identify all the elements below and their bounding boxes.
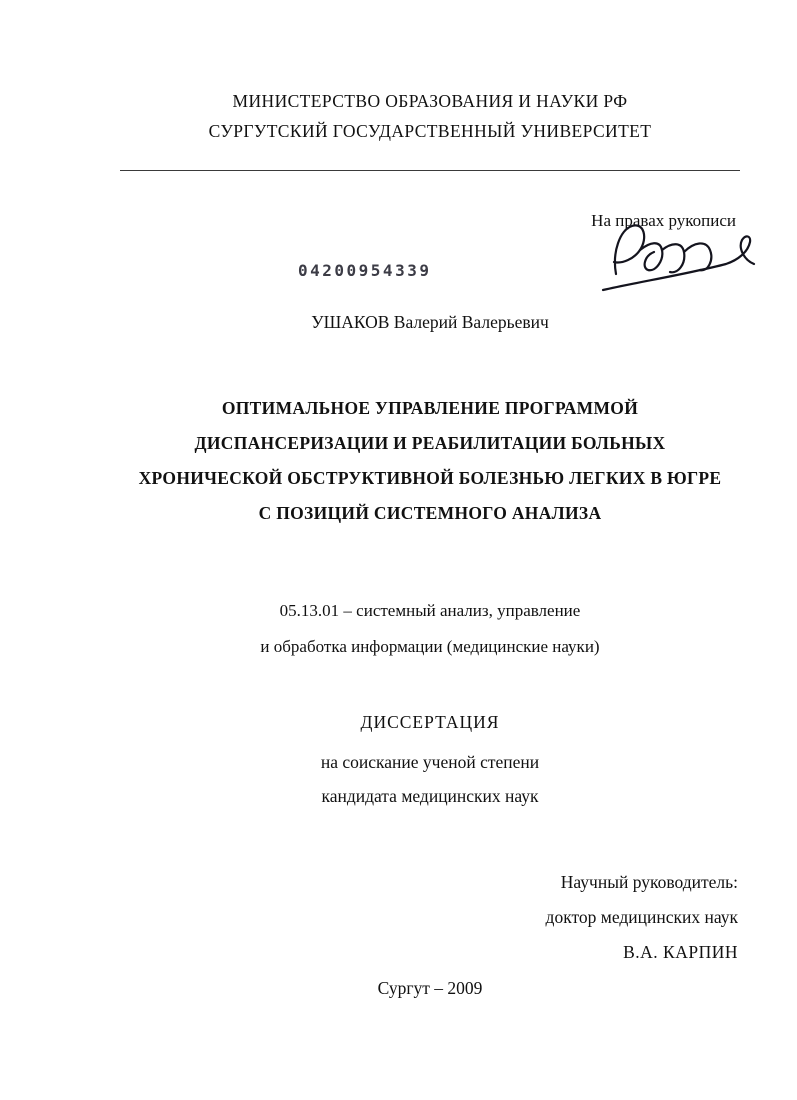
header-divider — [120, 170, 740, 171]
supervisor-name: В.А. КАРПИН — [623, 942, 738, 962]
university-line: СУРГУТСКИЙ ГОСУДАРСТВЕННЫЙ УНИВЕРСИТЕТ — [208, 121, 652, 141]
title-line: С ПОЗИЦИЙ СИСТЕМНОГО АНАЛИЗА — [258, 503, 602, 523]
specialty-line: и обработка информации (медицинские науки) — [260, 637, 600, 656]
title-line: ДИСПАНСЕРИЗАЦИИ И РЕАБИЛИТАЦИИ БОЛЬНЫХ — [194, 433, 666, 453]
stamp-number: 04200954339 — [298, 261, 432, 280]
author-name: УШАКОВ Валерий Валерьевич — [311, 312, 549, 332]
supervisor-degree: доктор медицинских наук — [545, 907, 738, 927]
manuscript-note: На правах рукописи — [591, 211, 736, 230]
dissertation-heading: ДИССЕРТАЦИЯ — [360, 712, 500, 732]
specialty-line: 05.13.01 – системный анализ, управление — [279, 601, 581, 620]
city-year-line: Сургут – 2009 — [377, 978, 483, 998]
dissertation-statement — [120, 705, 740, 813]
title-line: ХРОНИЧЕСКОЙ ОБСТРУКТИВНОЙ БОЛЕЗНЬЮ ЛЕГКИХ В ЮГРЕ — [138, 468, 722, 488]
dissertation-line: кандидата медицинских наук — [321, 786, 539, 806]
dissertation-line: на соискание ученой степени — [320, 752, 540, 772]
specialty-code — [120, 593, 740, 665]
title-line: ОПТИМАЛЬНОЕ УПРАВЛЕНИЕ ПРОГРАММОЙ — [221, 398, 639, 418]
supervisor-label: Научный руководитель: — [560, 872, 738, 892]
ministry-line: МИНИСТЕРСТВО ОБРАЗОВАНИЯ И НАУКИ РФ — [232, 91, 628, 111]
institution-header — [120, 86, 740, 146]
supervisor-block — [120, 865, 740, 970]
dissertation-title — [120, 391, 740, 531]
